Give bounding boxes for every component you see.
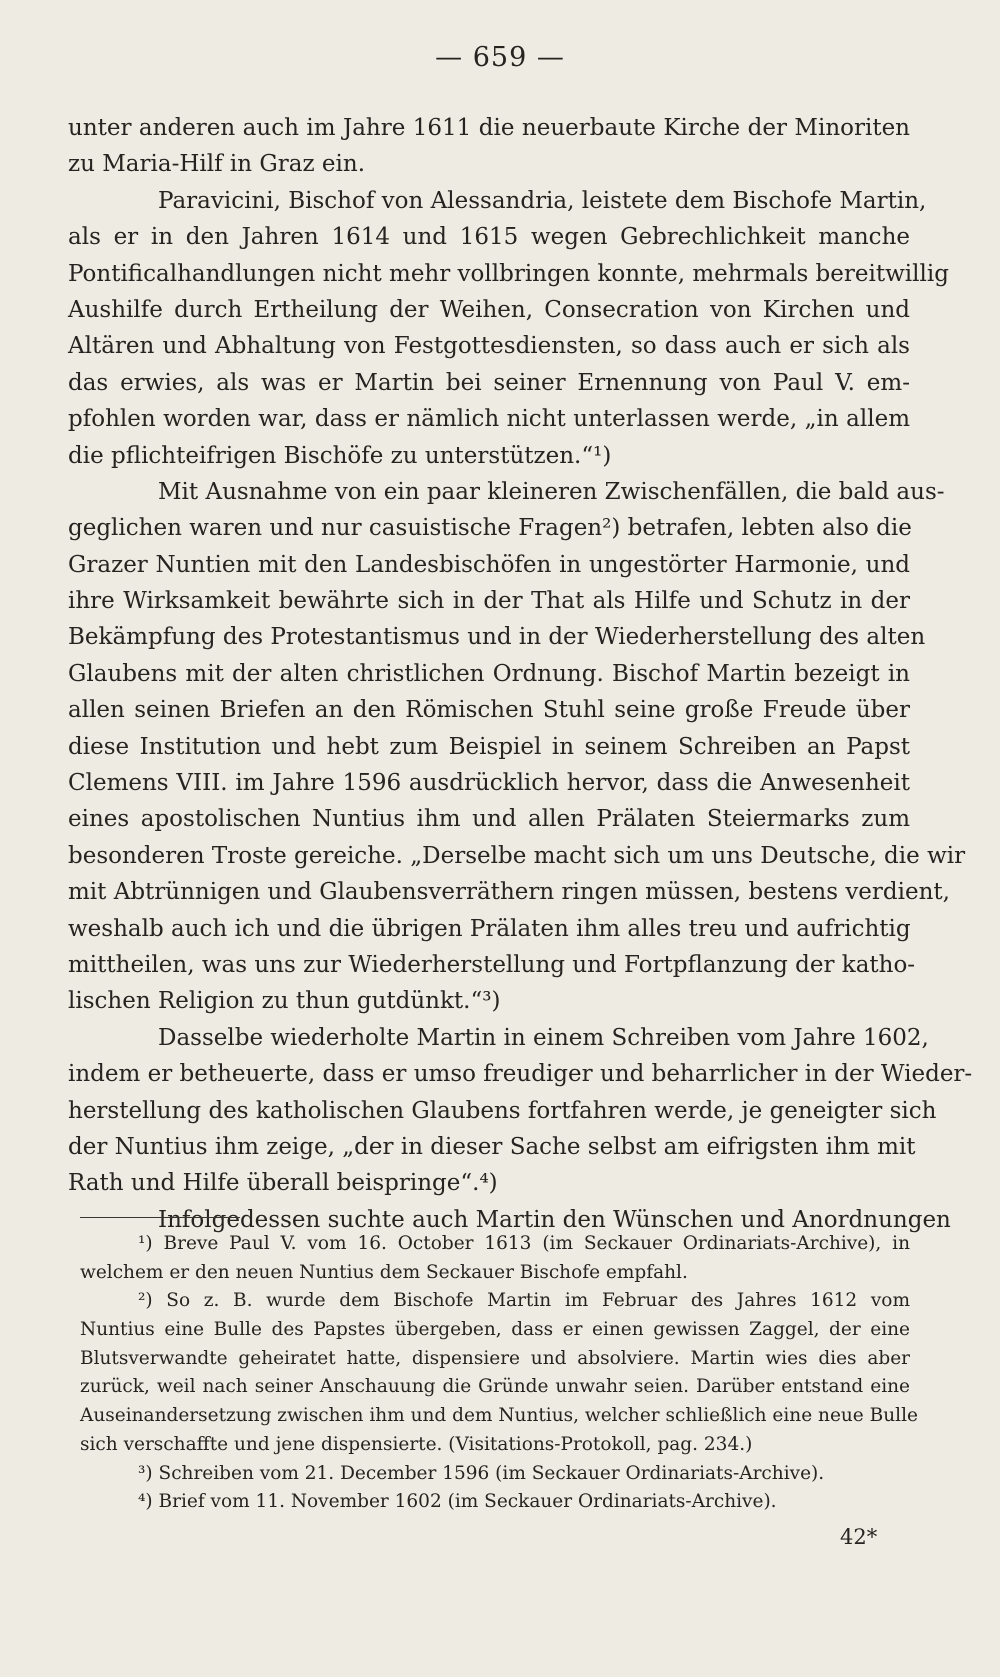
footnote-line: Blutsverwandte geheiratet hatte, dispensiere und absolviere. Martin wies dies aber bbox=[80, 1347, 910, 1369]
footnote-line: Auseinandersetzung zwischen ihm und dem Nuntius, welcher schließlich eine neue Bulle bbox=[80, 1405, 918, 1427]
text-line: besonderen Troste gereiche. „Derselbe macht sich um uns Deutsche, die wir bbox=[68, 842, 966, 869]
footnote-line: sich verschaffte und jene dispensierte. (Visitations-Protokoll, pag. 234.) bbox=[80, 1433, 753, 1455]
text-line: weshalb auch ich und die übrigen Prälaten ihm alles treu und aufrichtig bbox=[68, 915, 911, 942]
text-line: allen seinen Briefen an den Römischen Stuhl seine große Freude über bbox=[68, 697, 910, 724]
footnote-line: ¹) Breve Paul V. vom 16. October 1613 (im Seckauer Ordinariats-Archive), in bbox=[138, 1233, 910, 1254]
text-line: der Nuntius ihm zeige, „der in dieser Sache selbst am eifrigsten ihm mit bbox=[68, 1133, 916, 1160]
text-line: Grazer Nuntien mit den Landesbischöfen in ungestörter Harmonie, und bbox=[68, 551, 910, 578]
text-line: indem er betheuerte, dass er umso freudiger und beharrlicher in der Wieder- bbox=[68, 1061, 973, 1088]
text-line: zu Maria-Hilf in Graz ein. bbox=[68, 151, 366, 178]
text-line: das erwies, als was er Martin bei seiner Ernennung von Paul V. em- bbox=[68, 369, 910, 396]
text-line: mit Abtrünnigen und Glaubensverräthern ringen müssen, bestens verdient, bbox=[68, 879, 950, 906]
text-line: Infolgedessen suchte auch Martin den Wünschen und Anordnungen bbox=[158, 1206, 951, 1233]
text-line: ihre Wirksamkeit bewährte sich in der That als Hilfe und Schutz in der bbox=[68, 588, 910, 615]
text-line: die pflichteifrigen Bischöfe zu unterstützen.“¹) bbox=[68, 442, 612, 469]
text-line: lischen Religion zu thun gutdünkt.“³) bbox=[68, 988, 501, 1015]
page-number: — 659 — bbox=[435, 42, 565, 73]
text-line: mittheilen, was uns zur Wiederherstellung und Fortpflanzung der katho- bbox=[68, 951, 916, 978]
text-line: herstellung des katholischen Glaubens fortfahren werde, je geneigter sich bbox=[68, 1097, 937, 1124]
text-line: pfohlen worden war, dass er nämlich nicht unterlassen werde, „in allem bbox=[68, 406, 910, 433]
text-line: Pontificalhandlungen nicht mehr vollbringen konnte, mehrmals bereitwillig bbox=[68, 260, 949, 287]
footnote-line: ⁴) Brief vom 11. November 1602 (im Seckauer Ordinariats-Archive). bbox=[138, 1491, 777, 1513]
footnote-line: ³) Schreiben vom 21. December 1596 (im Seckauer Ordinariats-Archive). bbox=[138, 1462, 825, 1484]
text-line: Aushilfe durch Ertheilung der Weihen, Consecration von Kirchen und bbox=[68, 296, 910, 323]
text-line: eines apostolischen Nuntius ihm und allen Prälaten Steiermarks zum bbox=[68, 806, 910, 833]
footnotes bbox=[80, 1230, 918, 1517]
text-line: Paravicini, Bischof von Alessandria, leistete dem Bischofe Martin, bbox=[158, 187, 927, 214]
text-line: Bekämpfung des Protestantismus und in der Wiederherstellung des alten bbox=[68, 624, 926, 651]
text-line: als er in den Jahren 1614 und 1615 wegen Gebrechlichkeit manche bbox=[68, 224, 910, 251]
text-line: Altären und Abhaltung von Festgottesdiensten, so dass auch er sich als bbox=[68, 333, 910, 360]
footnote-line: Nuntius eine Bulle des Papstes übergeben, dass er einen gewissen Zaggel, der eine bbox=[80, 1319, 910, 1341]
text-line: diese Institution und hebt zum Beispiel in seinem Schreiben an Papst bbox=[68, 733, 910, 760]
text-line: Dasselbe wiederholte Martin in einem Schreiben vom Jahre 1602, bbox=[158, 1024, 929, 1051]
text-line: Rath und Hilfe überall beispringe“.⁴) bbox=[68, 1170, 498, 1197]
text-line: unter anderen auch im Jahre 1611 die neuerbaute Kirche der Minoriten bbox=[68, 115, 910, 141]
text-line: Glaubens mit der alten christlichen Ordnung. Bischof Martin bezeigt in bbox=[68, 660, 910, 687]
signature-mark: 42* bbox=[840, 1525, 878, 1549]
main-text bbox=[68, 110, 973, 1238]
footnote-divider bbox=[80, 1217, 240, 1218]
footnote-line: zurück, weil nach seiner Anschauung die Gründe unwahr seien. Darüber entstand eine bbox=[80, 1376, 910, 1398]
text-line: geglichen waren und nur casuistische Fragen²) betrafen, lebten also die bbox=[68, 515, 912, 542]
footnote-line: welchem er den neuen Nuntius dem Seckauer Bischofe empfahl. bbox=[80, 1261, 688, 1283]
text-line: Clemens VIII. im Jahre 1596 ausdrücklich hervor, dass die Anwesenheit bbox=[68, 770, 910, 797]
text-line: Mit Ausnahme von ein paar kleineren Zwischenfällen, die bald aus- bbox=[158, 478, 945, 505]
footnote-line: ²) So z. B. wurde dem Bischofe Martin im Februar des Jahres 1612 vom bbox=[138, 1290, 910, 1312]
